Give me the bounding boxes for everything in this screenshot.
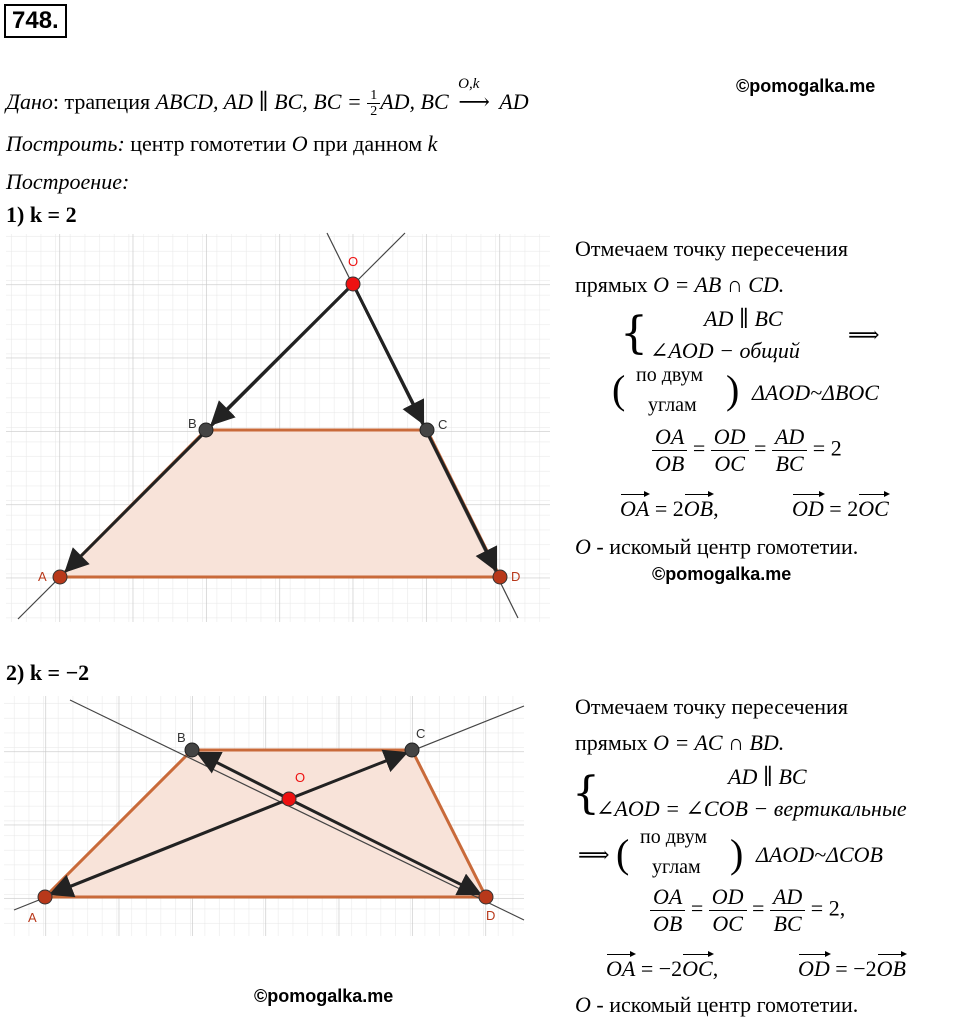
- comma: ,: [712, 956, 719, 981]
- label-o: O: [348, 254, 359, 269]
- case2-paren-top: по двум: [640, 826, 708, 848]
- label-a: A: [28, 910, 37, 925]
- frac-num: OD: [709, 884, 747, 911]
- case2-implies: ⟹: [578, 842, 610, 867]
- conclusion-var: O: [575, 992, 591, 1017]
- label-d: D: [511, 569, 521, 584]
- point-o: [346, 277, 360, 291]
- case1-line2: [575, 272, 784, 298]
- build-var-o: O: [291, 131, 308, 156]
- equals: =: [690, 895, 704, 921]
- point-c: [405, 743, 419, 757]
- case2-line2: [575, 730, 784, 756]
- ratio-value: = 2: [812, 435, 842, 461]
- problem-number: 748.: [4, 4, 67, 38]
- case1-vector-eq2: [792, 492, 889, 522]
- watermark-top: ©pomogalka.me: [736, 76, 876, 96]
- homothety-arrow: [454, 76, 494, 116]
- case1-frac-ad-bc: [772, 424, 807, 477]
- case2-paren-right: ): [730, 831, 744, 876]
- case2-paren-bot: углам: [652, 856, 701, 878]
- vector-oa-text: OA: [606, 952, 635, 982]
- vector-eq: = 2: [823, 496, 859, 521]
- given-line: [6, 76, 529, 120]
- frac-den: OB: [653, 911, 683, 936]
- frac-num: OA: [650, 884, 685, 911]
- case1-title: 1) k = 2: [6, 202, 77, 227]
- point-b: [199, 423, 213, 437]
- frac-den: OC: [712, 911, 743, 936]
- conclusion-text: - искомый центр гомотетии.: [590, 534, 859, 559]
- case1-system-brace: {: [620, 308, 648, 359]
- case1-line2-expr: O = AB ∩ CD.: [653, 272, 785, 297]
- point-d: [493, 570, 507, 584]
- case1-line2-text: прямых: [575, 272, 654, 297]
- case2-similar: ΔAOD~ΔCOB: [756, 842, 883, 867]
- vector-eq: = −2: [829, 956, 877, 981]
- case1-frac-oa-ob: [652, 424, 687, 477]
- case2-line2-expr: O = AC ∩ BD.: [653, 730, 785, 755]
- case2-title: 2) k = −2: [6, 660, 90, 685]
- point-o: [282, 792, 296, 806]
- equals: =: [752, 895, 765, 921]
- label-c: C: [416, 726, 426, 741]
- case1-conclusion: [575, 534, 858, 560]
- case1-vector-eq1: [620, 492, 719, 522]
- label-b: B: [177, 730, 186, 745]
- case2-vector-eq1: [606, 952, 718, 982]
- vector-eq: = 2: [649, 496, 684, 521]
- case2-diagram: [0, 692, 528, 938]
- point-c: [420, 423, 434, 437]
- frac-den: OC: [714, 451, 745, 476]
- case1-frac-od-oc: [711, 424, 749, 477]
- build-var-k: k: [427, 131, 438, 156]
- point-a: [53, 570, 67, 584]
- given-fraction: [367, 88, 380, 119]
- case1-system-line1: AD ∥ BC: [704, 306, 783, 331]
- case2-system-brace: {: [572, 768, 600, 819]
- construction-label: Построение:: [6, 169, 130, 194]
- frac-num: OA: [652, 424, 687, 451]
- watermark-bottom: ©pomogalka.me: [254, 986, 394, 1006]
- case1-paren-bot: углам: [648, 394, 697, 416]
- vector-eq: = −2: [635, 956, 683, 981]
- case1-system-line2: [650, 338, 800, 364]
- case1-paren-left: (: [612, 367, 626, 412]
- equals: =: [754, 435, 767, 461]
- arrow-glyph: ⟶: [458, 89, 490, 114]
- ratio-value: = 2,: [810, 895, 846, 921]
- vector-oc-text: OC: [858, 492, 889, 522]
- build-line: [6, 130, 437, 158]
- label-c: C: [438, 417, 448, 432]
- case2-line1: Отмечаем точку пересечения: [575, 694, 848, 719]
- frac-den: OB: [655, 451, 685, 476]
- point-a: [38, 890, 52, 904]
- case2-vector-eq2: [798, 952, 906, 982]
- case1-line1: Отмечаем точку пересечения: [575, 236, 848, 261]
- given-frac-num: 1: [367, 88, 380, 104]
- given-frac-den: 2: [370, 104, 378, 120]
- frac-den: BC: [775, 451, 804, 476]
- label-a: A: [38, 569, 47, 584]
- vector-oc-text: OC: [682, 952, 713, 982]
- build-text: центр гомотетии: [124, 131, 292, 156]
- given-text: : трапеция: [52, 89, 156, 114]
- case2-system-line2: [596, 796, 907, 822]
- frac-num: AD: [772, 424, 807, 451]
- frac-num: AD: [770, 884, 805, 911]
- vector-oa-text: OA: [620, 492, 649, 522]
- point-d: [479, 890, 493, 904]
- case2-system-line1: AD ∥ BC: [728, 764, 807, 789]
- label-d: D: [486, 908, 496, 923]
- watermark-middle: ©pomogalka.me: [652, 564, 792, 584]
- case2-system-line2-text: ∠AOD = ∠COB − вертикальные: [596, 796, 907, 821]
- case2-line2-text: прямых: [575, 730, 654, 755]
- label-o: O: [295, 770, 306, 785]
- case1-similar: ΔAOD~ΔBOC: [752, 380, 879, 405]
- conclusion-text: - искомый центр гомотетии.: [590, 992, 859, 1017]
- case2-frac-ad-bc: [770, 884, 805, 937]
- point-b: [185, 743, 199, 757]
- given-expr-b: AD, BC: [380, 89, 455, 114]
- conclusion-var: O: [575, 534, 591, 559]
- case2-ratios: [650, 884, 845, 937]
- comma: ,: [713, 496, 719, 521]
- vector-ob-text: OB: [684, 492, 713, 522]
- given-label: Дано: [6, 89, 53, 114]
- vector-od-text: OD: [798, 952, 830, 982]
- equals: =: [692, 435, 706, 461]
- case2-frac-od-oc: [709, 884, 747, 937]
- case1-paren-right: ): [726, 367, 740, 412]
- build-label: Построить:: [6, 131, 125, 156]
- label-b: B: [188, 416, 197, 431]
- build-text2: при данном: [307, 131, 428, 156]
- case2-conclusion: [575, 992, 858, 1018]
- homothety-arrow-label: O,k: [458, 76, 480, 92]
- frac-num: OD: [711, 424, 749, 451]
- vector-od-text: OD: [792, 492, 824, 522]
- vector-ob-text: OB: [877, 952, 906, 982]
- case2-paren-left: (: [616, 831, 630, 876]
- given-expr-a: ABCD, AD ∥ BC, BC =: [155, 89, 368, 114]
- case1-paren-top: по двум: [636, 364, 704, 386]
- case1-diagram: [0, 228, 556, 622]
- case2-frac-oa-ob: [650, 884, 685, 937]
- case1-implies: ⟹: [848, 322, 880, 347]
- case1-ratios: [652, 424, 842, 477]
- given-expr-c: AD: [494, 89, 529, 114]
- frac-den: BC: [773, 911, 802, 936]
- case1-system-line2-text: ∠AOD − общий: [650, 338, 800, 363]
